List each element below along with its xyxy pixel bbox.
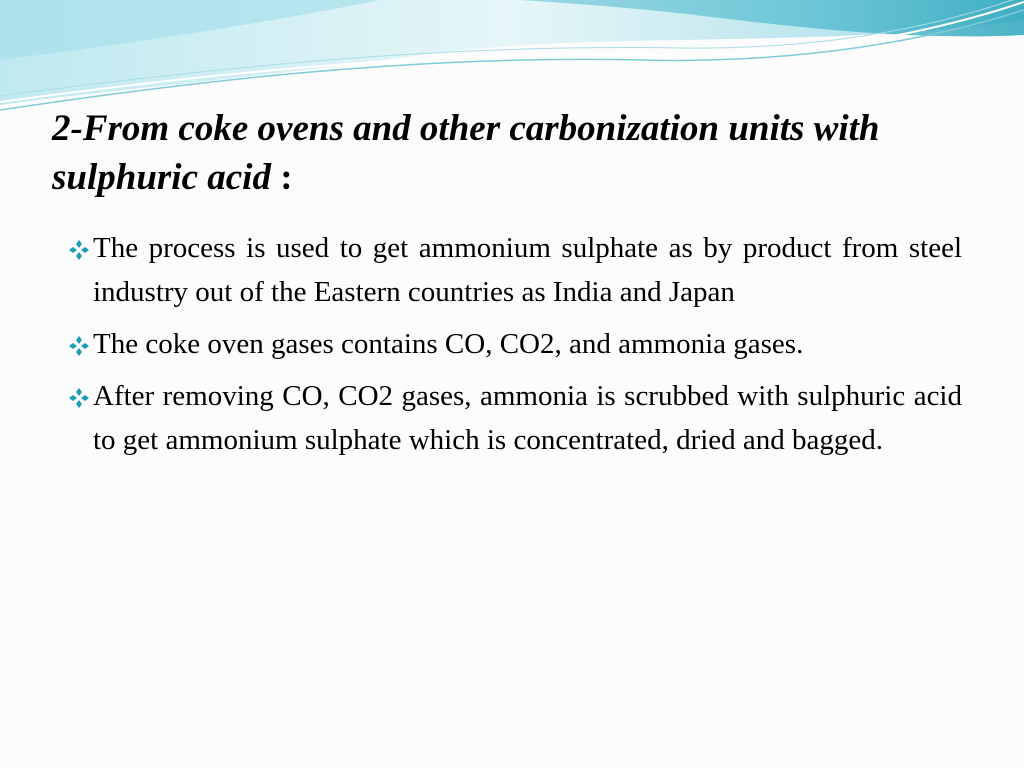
diamond-star-icon bbox=[68, 335, 90, 357]
slide-title bbox=[52, 104, 952, 202]
diamond-star-icon bbox=[68, 239, 90, 261]
bullet-text: The coke oven gases contains CO, CO2, and ammonia gases. bbox=[93, 328, 804, 360]
bullet-text: After removing CO, CO2 gases, ammonia is scrubbed with sulphuric acid to get ammonium sulphate which is concentrated, dried and bagged. bbox=[93, 380, 962, 456]
header-wave-decoration bbox=[0, 0, 1024, 120]
bullet-text: The process is used to get ammonium sulphate as by product from steel industry out of the Eastern countries as India and Japan bbox=[93, 232, 962, 308]
slide-title-suffix: : bbox=[270, 157, 293, 198]
diamond-star-icon bbox=[68, 387, 90, 409]
slide-title-text: 2-From coke ovens and other carbonization units with sulphuric acid bbox=[52, 108, 880, 198]
bullet-list bbox=[62, 226, 962, 470]
bullet-item bbox=[62, 374, 962, 462]
bullet-item bbox=[62, 226, 962, 314]
bullet-item bbox=[62, 322, 962, 366]
